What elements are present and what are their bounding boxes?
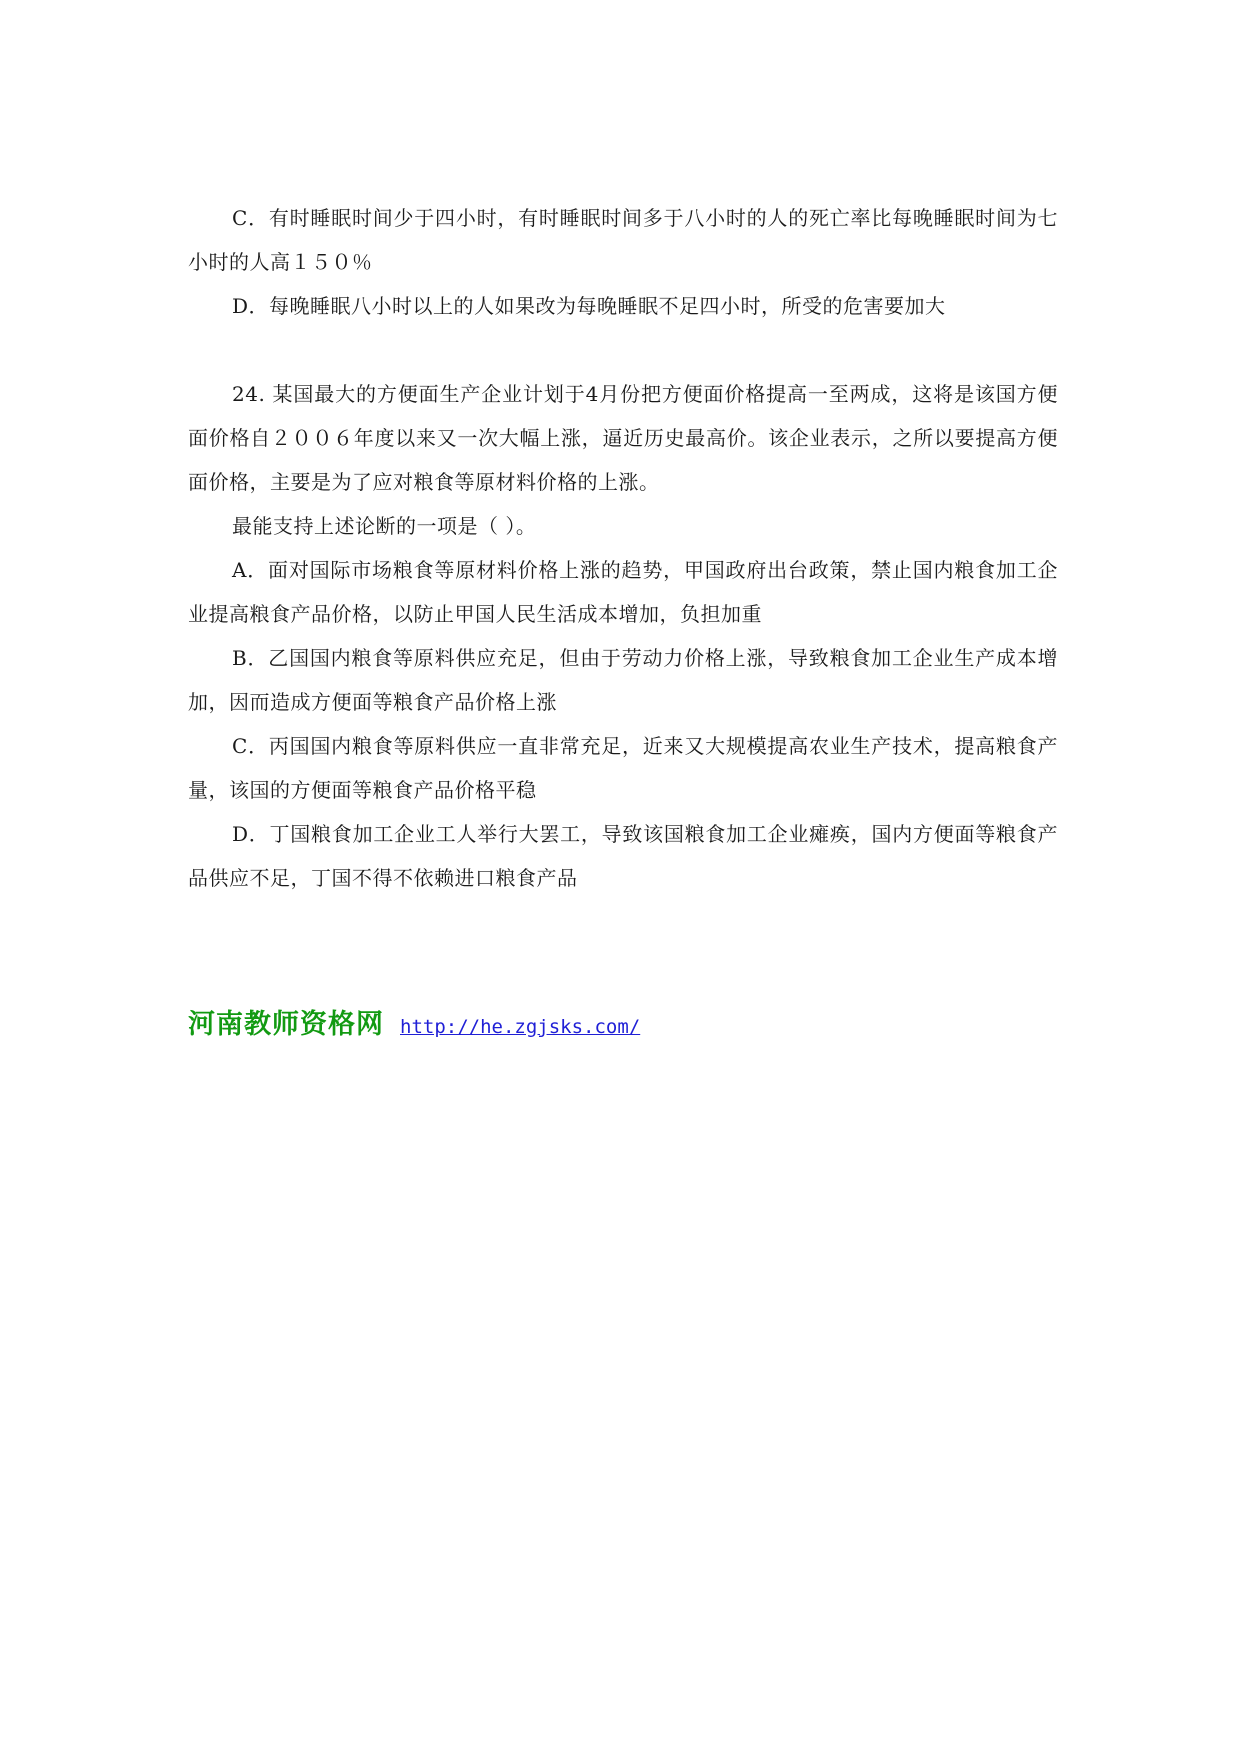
option-a-q24: A．面对国际市场粮食等原材料价格上涨的趋势，甲国政府出台政策，禁止国内粮食加工企业提高粮食产品价格，以防止甲国人民生活成本增加，负担加重 bbox=[188, 558, 1058, 626]
site-name: 河南教师资格网 bbox=[188, 1009, 384, 1040]
question-24-stem: 24. 某国最大的方便面生产企业计划于4月份把方便面价格提高一至两成，这将是该国方便面价格自２００６年度以来又一次大幅上涨，逼近历史最高价。该企业表示，之所以要提高方便面价格，主要是为了应对粮食等原材料价格的上涨。 bbox=[188, 382, 1058, 494]
option-b-q24: B．乙国国内粮食等原料供应充足，但由于劳动力价格上涨，导致粮食加工企业生产成本增加，因而造成方便面等粮食产品价格上涨 bbox=[188, 646, 1058, 714]
site-link[interactable]: http://he.zgjsks.com/ bbox=[400, 1016, 641, 1038]
option-d-q24: D．丁国粮食加工企业工人举行大罢工，导致该国粮食加工企业瘫痪，国内方便面等粮食产品供应不足，丁国不得不依赖进口粮食产品 bbox=[188, 822, 1058, 890]
question-24-prompt: 最能支持上述论断的一项是（ ）。 bbox=[232, 514, 537, 538]
option-c-q24: C．丙国国内粮食等原料供应一直非常充足，近来又大规模提高农业生产技术，提高粮食产量，该国的方便面等粮食产品价格平稳 bbox=[188, 734, 1058, 802]
question-24 bbox=[188, 372, 1058, 900]
option-d-q23: D．每晚睡眠八小时以上的人如果改为每晚睡眠不足四小时，所受的危害要加大 bbox=[232, 294, 946, 318]
question-23-options bbox=[188, 196, 1058, 328]
footer bbox=[188, 1002, 640, 1041]
option-c-q23: C．有时睡眠时间少于四小时，有时睡眠时间多于八小时的人的死亡率比每晚睡眠时间为七小时的人高１５０％ bbox=[188, 206, 1058, 274]
